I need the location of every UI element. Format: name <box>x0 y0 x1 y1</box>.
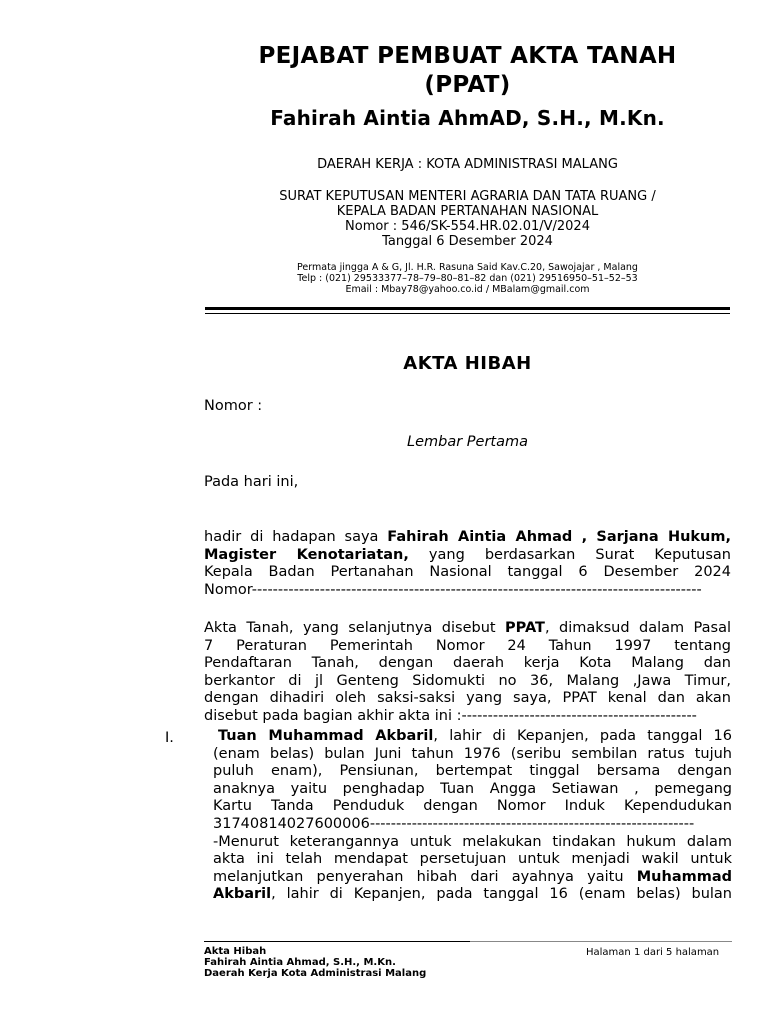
p1-text: hadir di hadapan saya <box>204 529 388 545</box>
item1-line-8: akta ini telah mendapat persetujuan untuk menjadi wakil untuk <box>213 851 732 868</box>
decree-date: Tanggal 6 Desember 2024 <box>382 234 553 249</box>
p2-line-3: Pendaftaran Tanah, dengan daerah kerja Kota Malang dan <box>204 655 731 672</box>
p2-text: , dimaksud dalam Pasal <box>544 620 731 636</box>
p2-line-5: dengan dihadiri oleh saksi-saksi yang saya, PPAT kenal dan akan <box>204 690 731 707</box>
footer-doc-name: Akta Hibah <box>204 946 267 957</box>
item1-line-10 <box>213 886 732 904</box>
office-title-abbrev: (PPAT) <box>424 72 511 98</box>
footer-rule-right <box>470 941 732 942</box>
item1-line-3: puluh enam), Pensiunan, bertempat tinggal bersama dengan <box>213 763 732 780</box>
office-phone: Telp : (021) 29533377–78–79–80–81–82 dan (021) 29516950–51–52–53 <box>297 273 638 284</box>
page-indicator: Halaman 1 dari 5 halaman <box>586 947 720 958</box>
decree-line-1: SURAT KEPUTUSAN MENTERI AGRARIA DAN TATA RUANG / <box>279 189 656 204</box>
decree-number: Nomor : 546/SK-554.HR.02.01/V/2024 <box>345 219 590 234</box>
p2-line-6: disebut pada bagian akhir akta ini :--------------------------------------------- <box>204 707 697 724</box>
party-one-paragraph <box>213 728 732 904</box>
item1-line-7: -Menurut keterangannya untuk melakukan tindakan hukum dalam <box>213 833 732 850</box>
official-name: Fahirah Aintia AhmAD, S.H., M.Kn. <box>270 106 665 130</box>
item1-text: , lahir di Kepanjen, pada tanggal 16 (enam belas) bulan <box>271 886 732 903</box>
item1-text: melanjutkan penyerahan hibah dari ayahnya yaitu <box>213 868 637 885</box>
p2-text: Akta Tanah, yang selanjutnya disebut <box>204 620 506 636</box>
ppat-bold: PPAT <box>505 620 545 636</box>
item1-line-6: 31740814027600006-------------------------------------------------------------- <box>213 815 695 832</box>
opening-line: Pada hari ini, <box>204 474 299 490</box>
footer-work-area: Daerah Kerja Kota Administrasi Malang <box>204 968 427 979</box>
office-address: Permata jingga A & G, Jl. H.R. Rasuna Said Kav.C.20, Sawojajar , Malang <box>297 262 638 273</box>
item1-line-1 <box>213 728 732 746</box>
footer-rule <box>204 941 470 942</box>
document-title: AKTA HIBAH <box>403 353 532 374</box>
item1-line-9 <box>213 869 732 887</box>
p1-line-3: Kepala Badan Pertanahan Nasional tanggal 6 Desember 2024 <box>204 564 731 581</box>
office-title: PEJABAT PEMBUAT AKTA TANAH <box>258 43 677 69</box>
paragraph-ppat <box>204 620 731 726</box>
item1-line-4: anaknya yaitu penghadap Tuan Angga Setiawan , pemegang <box>213 780 732 797</box>
item1-text: , lahir di Kepanjen, pada tanggal 16 <box>433 728 732 744</box>
header-rule-thick <box>205 307 730 310</box>
item1-line-2: (enam belas) bulan Juni tahun 1976 (seribu sembilan ratus tujuh <box>213 745 732 762</box>
decree-line-2: KEPALA BADAN PERTANAHAN NASIONAL <box>336 204 599 219</box>
paragraph-appearance <box>204 529 731 599</box>
p1-line-4: Nomor-------------------------------------------------------------------------------------- <box>204 581 702 598</box>
item-marker: I. <box>165 730 174 746</box>
item1-line-5: Kartu Tanda Penduduk dengan Nomor Induk Kependudukan <box>213 798 732 815</box>
header-rule-thin <box>205 313 730 314</box>
office-email: Email : Mbay78@yahoo.co.id / MBalam@gmail.com <box>345 284 590 295</box>
p1-text: yang berdasarkan Surat Keputusan <box>408 546 731 563</box>
notary-name-bold: Fahirah Aintia Ahmad , Sarjana Hukum, <box>387 529 731 545</box>
party-name-bold: Tuan Muhammad Akbaril <box>218 728 434 744</box>
p1-line-2 <box>204 547 731 565</box>
donor-name-bold: Akbaril <box>213 886 272 903</box>
p2-line-2: 7 Peraturan Pemerintah Nomor 24 Tahun 1997 tentang <box>204 637 731 654</box>
p2-line-4: berkantor di jl Genteng Sidomukti no 36, Malang ,Jawa Timur, <box>204 672 731 689</box>
donor-name-bold: Muhammad <box>636 868 732 885</box>
sheet-label: Lembar Pertama <box>407 434 528 450</box>
document-number-label: Nomor : <box>204 398 263 414</box>
notary-title-bold: Magister Kenotariatan, <box>204 546 409 563</box>
p2-line-1 <box>204 620 731 638</box>
p1-line-1 <box>204 529 731 547</box>
work-area: DAERAH KERJA : KOTA ADMINISTRASI MALANG <box>317 157 618 172</box>
footer-official: Fahirah Aintia Ahmad, S.H., M.Kn. <box>204 957 396 968</box>
